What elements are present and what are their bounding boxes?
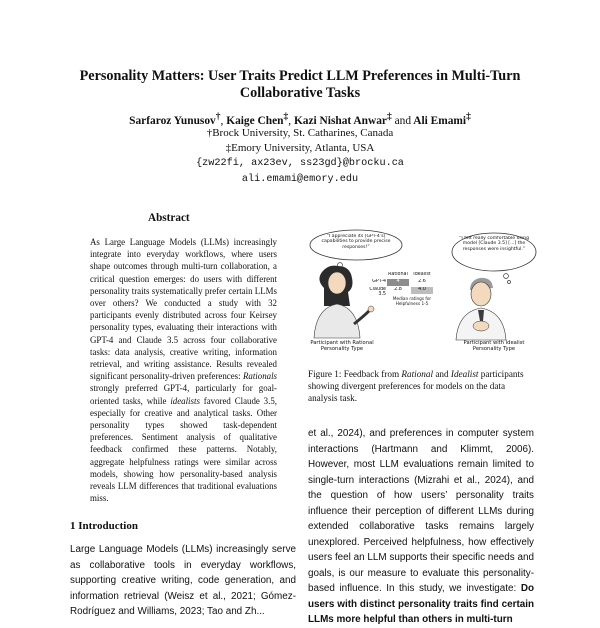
ratings-table [362,272,434,310]
figure-caption: Figure 1: Feedback from Rational and Idealist participants showing divergent preferences for models on the data analysis task. [308,369,524,403]
caption-emphasis-rational: Rational [401,369,434,379]
section-heading-introduction: 1 Introduction [70,520,138,532]
author-name: Sarfaroz Yunusov [129,114,216,127]
value-gpt4-idealist: 2.6 [418,279,426,284]
table-header-idealist: Idealist [413,272,431,277]
table-row-label-claude: Claude 3.5 [369,287,386,295]
email-brock[interactable]: {zw22fi, ax23ev, ss23gd}@brocku.ca [196,158,404,169]
idealist-participant-illustration [456,278,506,340]
author-name: Ali Emami [413,114,467,127]
affiliation-emory: ‡Emory University, Atlanta, USA [225,142,375,154]
value-claude-rational: 2.8 [394,287,402,292]
right-column-paragraph: et al., 2024), and preferences in computer system interactions (Hartmann and Klimmt, 2006). However, most LLM evaluations remain limited to single-turn interactions (Mizrahi et al., 2024), and the question of how users’ personality traits influence their perception of different LLMs during extended collaborative tasks remains largely unexplored. Perceived helpfulness, how effectively users feel an LLM supports their specific needs and goals, is our measure to evaluate this personality-based influence. In this study, we investigate: Do users with distinct personality traits find certain LLMs more helpful than others in multi-turn [308,428,534,625]
abstract-heading: Abstract [148,212,190,224]
emphasis-idealists: idealists [170,395,200,406]
author-line: Sarfaroz Yunusov†, Kaige Chen‡, Kazi Nishat Anwar‡ and Ali Emami‡ [129,112,471,127]
value-gpt4-rational: 4 [396,279,400,284]
affiliation-mark: † [215,112,221,122]
caption-emphasis-idealist: Idealist [450,369,479,379]
quote-rational: “I appreciate its [GPT-4’s] capabilities to provide precise responses!” [321,234,391,250]
email-emory[interactable]: ali.emami@emory.edu [241,174,359,185]
rational-participant-illustration [314,266,374,338]
author-conjunction: and [394,114,412,127]
author-name: Kazi Nishat Anwar [293,114,387,127]
table-header-rational: Rational [388,272,408,277]
abstract-body: As Large Language Models (LLMs) increasingly integrate into everyday workflows, where users shape outcomes through multi-turn collaboration, a critical question emerges: do users with different personality traits systematically prefer certain LLMs over others? We conducted a study with 32 participants evenly distributed across four Keirsey personality types, evaluating their interactions with GPT-4 and Claude 3.5 across four collaborative tasks: data analysis, creative writing, information retrieval, and writing assistance. Results revealed significant personality-driven preferences: Rationals strongly preferred GPT-4, particularly for goal-oriented tasks, while idealists favored Claude 3.5, especially for creative and analytical tasks. Other personality types showed task-dependent preferences. Sentiment analysis of qualitative feedback confirmed these patterns. Notably, aggregate helpfulness ratings were similar across models, showing how personality-based analysis reveals LLM differences that traditional evaluations miss. [90,237,277,504]
research-question: Do users with distinct personality traits find certain LLMs more helpful than others in multi-turn [308,583,534,625]
figure-1 [306,228,538,360]
affiliation-mark: ‡ [386,112,392,122]
affiliation-brock: †Brock University, St. Catharines, Canada [206,127,394,139]
speech-bubble-left [310,230,402,273]
table-note: Median ratings for Helpfulness 1-5 [392,296,432,306]
idealist-participant-label: Participant with Idealist Personality Type [463,340,525,353]
rational-participant-label: Participant with Rational Personality Type [310,340,374,353]
author-name: Kaige Chen [226,114,284,127]
introduction-paragraph: Large Language Models (LLMs) increasingly serve as collaborative tools in everyday workflows, supporting creative writing, code generation, and information retrieval (Weisz et al., 2021; Gómez-Rodríguez and Williams, 2023; Tao and Zh... [70,544,296,617]
paper-title: Personality Matters: User Traits Predict LLM Preferences in Multi-Turn Collaborative Tasks [79,68,521,101]
affiliation-mark: ‡ [283,112,289,122]
table-row-label-gpt4: GPT-4 [372,279,386,284]
quote-idealist: “I felt really comfortable using model [Claude 3.5] [...] the responses were insightful.” [459,236,529,252]
value-claude-idealist: 4.0 [418,287,426,292]
affiliation-mark: ‡ [466,112,471,122]
speech-bubble-right [452,233,536,284]
emphasis-rationals: Rationals [242,371,277,382]
